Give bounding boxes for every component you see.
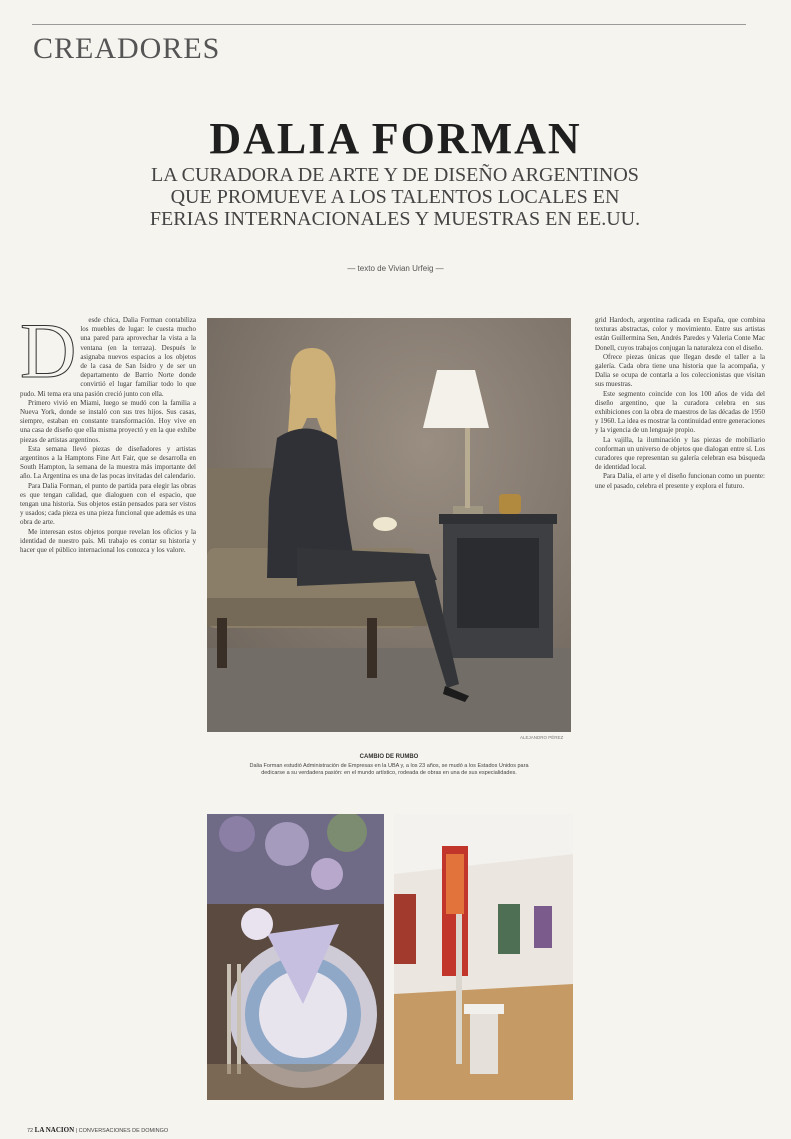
tableware-photo: [207, 814, 384, 1100]
body-paragraph: Para Dalia Forman, el punto de partida para elegir las obras es que tengan calidad, que dialoguen con el espacio, que tengan una historia. Sus objetos están pensados para ser vistos y usados; cada pieza es una pieza funcional que además es una obra de arte.: [20, 481, 196, 527]
body-paragraph: Para Dalia, el arte y el diseño funcionan como un puente: une el pasado, celebra el presente y explora el futuro.: [595, 472, 765, 490]
gallery-photo: [394, 814, 573, 1100]
footer-section: | CONVERSACIONES DE DOMINGO: [75, 1128, 169, 1134]
brand-logo: LA NACION: [34, 1126, 75, 1134]
page-number: 72: [27, 1128, 34, 1134]
body-paragraph: Este segmento coincide con los 100 años de vida del diseño argentino, que la curadora celebra en sus exhibiciones con la obra de maestros de las décadas de 1950 y 1960. La idea es mostrar la continuidad entre generaciones y la vigencia de un lenguaje propio.: [595, 389, 765, 435]
body-paragraph: Esta semana llevó piezas de diseñadores y artistas argentinos a la Hamptons Fine Art Fair, que se desarrolla en South Hampton, la semana de la muestra más importante del año. La Argentina es una de las pocas invitadas del calendario.: [20, 444, 196, 481]
body-paragraph: Primero vivió en Miami, luego se mudó con la familia a Nueva York, donde se instaló con sus tres hijos. Sus casas, siempre, estaban en constante transformación. Hoy vive en una casa de diseño que ella misma proyectó y en la que exhibe piezas de artistas argentinos.: [20, 398, 196, 444]
body-paragraph: esde chica, Dalia Forman contabiliza los muebles de lugar: le cuesta mucho una pared para aprovechar la vista a la ventana (en la terraza). Después le asignaba nuevos espacios a los objetos de la casa de San Isidro y de ser un departamento de Barrio Norte donde convirtió el lugar familiar todo lo que pudo. Mi tema era una pasión creció junto con ella.: [20, 316, 196, 398]
body-paragraph: Me interesan estos objetos porque revelan los oficios y la identidad de nuestro país. Mi trabajo es contar su historia y hacer que el público internacional los conozca y los valore.: [20, 527, 196, 555]
photo-caption: Dalia Forman estudió Administración de Empresas en la UBA y, a los 23 años, se mudó a los Estados Unidos para dedicarse a su verdadera pasión: en el mundo artístico, rodeada de obras en una de sus especialidades.: [249, 763, 529, 776]
section-label: CREADORES: [33, 32, 221, 65]
article-title: DALIA FORMAN: [209, 114, 582, 163]
portrait-photo: [207, 318, 571, 732]
byline: — texto de Vivian Urfeig —: [347, 264, 444, 273]
body-column-right: [595, 316, 765, 1116]
body-paragraph: Ofrece piezas únicas que llegan desde el taller a la galería. Cada obra tiene una historia que la acompaña, y Dalia se ocupa de contarla a los coleccionistas que visitan sus muestras.: [595, 352, 765, 389]
page-footer: [27, 1126, 168, 1134]
drop-cap: D: [20, 316, 77, 394]
article-subtitle: LA CURADORA DE ARTE Y DE DISEÑO ARGENTINOS QUE PROMUEVE A LOS TALENTOS LOCALES EN FERIAS INTERNACIONALES Y MUESTRAS EN EE.UU.: [149, 164, 641, 230]
body-column-left: [20, 316, 196, 1114]
body-paragraph: La vajilla, la iluminación y las piezas de mobiliario conforman un universo de objetos que dialogan entre sí. Los curadores que representan su galería celebran esa búsqueda de identidad local.: [595, 435, 765, 472]
body-paragraph: grid Hardoch, argentina radicada en España, que combina texturas abstractas, color y movimiento. Entre sus artistas están Guillermina Sen, Andrés Paredes y Valeria Conte Mac Donell, cuyos trabajos conjugan la naturaleza con el diseño.: [595, 316, 765, 352]
top-rule: [32, 24, 746, 25]
caption-title: CAMBIO DE RUMBO: [359, 754, 419, 760]
photo-credit: ALEJANDRO PÉREZ: [520, 735, 564, 740]
